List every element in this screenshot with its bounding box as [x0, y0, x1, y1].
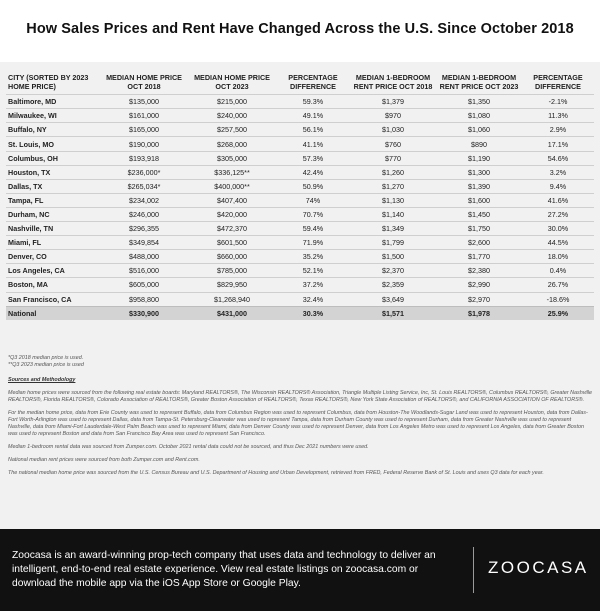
cell-home-price-2018: $958,800: [100, 292, 188, 306]
title-band: [0, 0, 600, 62]
cell-home-price-2023: $407,400: [188, 193, 276, 207]
cell-home-price-2018: $488,000: [100, 250, 188, 264]
cell-rent-change: 2.9%: [522, 123, 594, 137]
cell-home-price-change: 52.1%: [276, 264, 350, 278]
cell-rent-2023: $2,970: [436, 292, 522, 306]
cell-rent-change: -2.1%: [522, 95, 594, 109]
table-body: [6, 95, 594, 321]
cell-rent-change: 26.7%: [522, 278, 594, 292]
cell-rent-2018: $770: [350, 151, 436, 165]
table-row: [6, 109, 594, 123]
cell-rent-2018: $1,799: [350, 236, 436, 250]
cell-rent-2018: $1,500: [350, 250, 436, 264]
cell-rent-2023: $1,080: [436, 109, 522, 123]
cell-home-price-2018: $246,000: [100, 207, 188, 221]
cell-home-price-change: 56.1%: [276, 123, 350, 137]
cell-home-price-2023: $336,125**: [188, 165, 276, 179]
cell-rent-2023: $1,060: [436, 123, 522, 137]
cell-home-price-2023: $829,950: [188, 278, 276, 292]
cell-rent-2023: $1,770: [436, 250, 522, 264]
cell-city: St. Louis, MO: [6, 137, 100, 151]
cell-rent-2023: $1,350: [436, 95, 522, 109]
table-row-national: [6, 306, 594, 320]
footer-banner: [0, 529, 600, 611]
cell-home-price-change: 74%: [276, 193, 350, 207]
cell-rent-2023: $2,380: [436, 264, 522, 278]
cell-rent-2023: $1,190: [436, 151, 522, 165]
cell-rent-change: 9.4%: [522, 179, 594, 193]
cell-rent-2023: $1,390: [436, 179, 522, 193]
cell-home-price-2018: $516,000: [100, 264, 188, 278]
cell-city: San Francisco, CA: [6, 292, 100, 306]
cell-rent-2023: $1,300: [436, 165, 522, 179]
cell-home-price-2023: $420,000: [188, 207, 276, 221]
cell-rent-2018: $1,260: [350, 165, 436, 179]
cell-rent-2018: $1,130: [350, 193, 436, 207]
cell-home-price-2018: $135,000: [100, 95, 188, 109]
cell-rent-change: 3.2%: [522, 165, 594, 179]
sources-paragraph-rent: Median 1-bedroom rental data was sourced from Zumper.com. October 2021 rental data could not be sourced, and thus Dec 2021 numbers were used.: [8, 444, 369, 450]
table-row: [6, 264, 594, 278]
footer-divider: [473, 547, 474, 593]
header-home-price-change: PERCENTAGE DIFFERENCE: [288, 73, 338, 91]
cell-rent-change: 11.3%: [522, 109, 594, 123]
cell-home-price-change: 35.2%: [276, 250, 350, 264]
cell-city: Houston, TX: [6, 165, 100, 179]
cell-home-price-change: 70.7%: [276, 207, 350, 221]
cell-rent-2023: $1,600: [436, 193, 522, 207]
cell-home-price-change: 50.9%: [276, 179, 350, 193]
cell-home-price-change: 49.1%: [276, 109, 350, 123]
cell-city: Los Angeles, CA: [6, 264, 100, 278]
cell-home-price-2023: $660,000: [188, 250, 276, 264]
cell-rent-2018: $1,349: [350, 222, 436, 236]
cell-rent-2018: $1,140: [350, 207, 436, 221]
table-row: [6, 292, 594, 306]
national-home-price-2018: $330,900: [100, 306, 188, 320]
cell-home-price-2018: $161,000: [100, 109, 188, 123]
footnote-q3-2018: *Q3 2018 median price is used.: [8, 355, 84, 361]
cell-home-price-change: 71.9%: [276, 236, 350, 250]
cell-home-price-2023: $785,000: [188, 264, 276, 278]
cell-city: Nashville, TN: [6, 222, 100, 236]
header-rent-change: PERCENTAGE DIFFERENCE: [533, 73, 583, 91]
cell-rent-change: 30.0%: [522, 222, 594, 236]
cell-home-price-2023: $472,370: [188, 222, 276, 236]
cell-rent-2023: $890: [436, 137, 522, 151]
cell-rent-2023: $1,750: [436, 222, 522, 236]
table-row: [6, 222, 594, 236]
table-row: [6, 236, 594, 250]
cell-city: Tampa, FL: [6, 193, 100, 207]
cell-home-price-change: 57.3%: [276, 151, 350, 165]
cell-city: Milwaukee, WI: [6, 109, 100, 123]
cell-rent-2018: $1,379: [350, 95, 436, 109]
cell-home-price-2023: $601,500: [188, 236, 276, 250]
cell-city: Buffalo, NY: [6, 123, 100, 137]
cell-rent-2023: $2,990: [436, 278, 522, 292]
cell-home-price-2018: $349,854: [100, 236, 188, 250]
cell-home-price-2018: $190,000: [100, 137, 188, 151]
footer-text: Zoocasa is an award-winning prop-tech company that uses data and technology to deliver an intelligent, end-to-end real estate experience. View real estate listings on zoocasa.com or download the mobile app via the iOS App Store or Google Play.: [12, 550, 436, 589]
header-home-price-2023: MEDIAN HOME PRICE OCT 2023: [194, 73, 270, 91]
cell-rent-2018: $970: [350, 109, 436, 123]
page-title: How Sales Prices and Rent Have Changed Across the U.S. Since October 2018: [26, 21, 574, 37]
table-row: [6, 123, 594, 137]
cell-home-price-2018: $296,355: [100, 222, 188, 236]
cell-city: Denver, CO: [6, 250, 100, 264]
cell-rent-2018: $3,649: [350, 292, 436, 306]
sources-heading: Sources and Methodology: [8, 377, 76, 383]
cell-home-price-2018: $265,034*: [100, 179, 188, 193]
cell-rent-2018: $2,359: [350, 278, 436, 292]
national-rent-2023: $1,978: [436, 306, 522, 320]
cell-rent-change: 0.4%: [522, 264, 594, 278]
cell-rent-change: -18.6%: [522, 292, 594, 306]
cell-home-price-2018: $165,000: [100, 123, 188, 137]
cell-rent-change: 44.5%: [522, 236, 594, 250]
cell-home-price-2023: $1,268,940: [188, 292, 276, 306]
national-city: National: [6, 306, 100, 320]
cell-home-price-2023: $400,000**: [188, 179, 276, 193]
cell-home-price-2023: $268,000: [188, 137, 276, 151]
cell-rent-change: 41.6%: [522, 193, 594, 207]
cell-home-price-change: 59.3%: [276, 95, 350, 109]
cell-home-price-2023: $240,000: [188, 109, 276, 123]
header-city: CITY (SORTED BY 2023 HOME PRICE): [8, 73, 89, 91]
table-row: [6, 193, 594, 207]
cell-rent-change: 27.2%: [522, 207, 594, 221]
table-row: [6, 207, 594, 221]
cell-home-price-change: 59.4%: [276, 222, 350, 236]
footnote-q3-2023: **Q3 2023 median price is used: [8, 362, 84, 368]
cell-home-price-change: 41.1%: [276, 137, 350, 151]
cell-city: Miami, FL: [6, 236, 100, 250]
national-home-price-2023: $431,000: [188, 306, 276, 320]
sources-paragraph-national-rent: National median rent prices were sourced from both Zumper.com and Rent.com.: [8, 457, 200, 463]
notes-section: [8, 355, 592, 483]
cell-rent-2023: $2,600: [436, 236, 522, 250]
cell-rent-change: 17.1%: [522, 137, 594, 151]
cell-rent-2018: $1,270: [350, 179, 436, 193]
table-row: [6, 278, 594, 292]
table-row: [6, 179, 594, 193]
national-home-price-change: 30.3%: [276, 306, 350, 320]
cell-home-price-2018: $605,000: [100, 278, 188, 292]
cell-rent-2018: $760: [350, 137, 436, 151]
table-row: [6, 95, 594, 109]
header-rent-2023: MEDIAN 1-BEDROOM RENT PRICE OCT 2023: [439, 73, 519, 91]
cell-home-price-2023: $215,000: [188, 95, 276, 109]
cell-rent-change: 54.6%: [522, 151, 594, 165]
cell-home-price-2023: $305,000: [188, 151, 276, 165]
cell-rent-change: 18.0%: [522, 250, 594, 264]
table-row: [6, 137, 594, 151]
national-rent-change: 25.9%: [522, 306, 594, 320]
cell-home-price-2018: $234,002: [100, 193, 188, 207]
cell-rent-2023: $1,450: [436, 207, 522, 221]
header-home-price-2018: MEDIAN HOME PRICE OCT 2018: [106, 73, 182, 91]
cell-home-price-change: 32.4%: [276, 292, 350, 306]
table-row: [6, 165, 594, 179]
cell-city: Dallas, TX: [6, 179, 100, 193]
cell-city: Baltimore, MD: [6, 95, 100, 109]
cell-home-price-2018: $236,000*: [100, 165, 188, 179]
cell-home-price-change: 42.4%: [276, 165, 350, 179]
cell-city: Durham, NC: [6, 207, 100, 221]
table-row: [6, 250, 594, 264]
sources-paragraph-regions: For the median home price, data from Erie County was used to represent Buffalo, data from Columbus Region was used to represent Columbus, data from Houston-The Woodlands-Sugar Land was used to represent Houston, data from Dallas-Fort Worth-Arlington was used to represent Dallas, data from Tampa-St. Petersburg-Clearwater was used to represent Tampa, data from Durham County was used to represent Durham, data from Greater Nashville was used to represent Nashville, data from Miami-Fort Lauderdale-West Palm Beach was used to represent Miami, data from Denver County was used to represent Denver, data from Los Angeles Metro was used to represent Los Angeles, data from Greater Boston was used to represent Boston and data from San Francisco Bay Area was used to represent San Francisco.: [8, 410, 588, 437]
table-header-row: [6, 74, 594, 95]
zoocasa-logo: ZOOCASA: [488, 558, 589, 577]
cell-city: Boston, MA: [6, 278, 100, 292]
cell-home-price-2018: $193,918: [100, 151, 188, 165]
sources-paragraph-national-price: The national median home price was sourced from the U.S. Census Bureau and U.S. Department of Housing and Urban Development, retrieved from FRED, Federal Reserve Bank of St. Louis and uses Q3 data for each year.: [8, 470, 544, 476]
cell-home-price-change: 37.2%: [276, 278, 350, 292]
cell-home-price-2023: $257,500: [188, 123, 276, 137]
cell-rent-2018: $2,370: [350, 264, 436, 278]
cell-city: Columbus, OH: [6, 151, 100, 165]
table-row: [6, 151, 594, 165]
cell-rent-2018: $1,030: [350, 123, 436, 137]
sources-paragraph-boards: Median home prices were sourced from the following real estate boards: Maryland REALTORS®, The Wisconsin REALTORS® Association, Triangle Multiple Listing Service, Inc, St. Louis REALTORS®, Columbus REALTORS®, Greater Nashville REALTORS®, Florida REALTORS®, Colorado Association of REALTORS®, Greater Boston Association of REALTORS®, Texas REALTORS®, New York State Association of REALTORS®, and CALIFORNIA ASSOCIATION OF REALTORS®.: [8, 390, 592, 403]
national-rent-2018: $1,571: [350, 306, 436, 320]
price-rent-table: [6, 74, 594, 320]
header-rent-2018: MEDIAN 1-BEDROOM RENT PRICE OCT 2018: [353, 73, 433, 91]
